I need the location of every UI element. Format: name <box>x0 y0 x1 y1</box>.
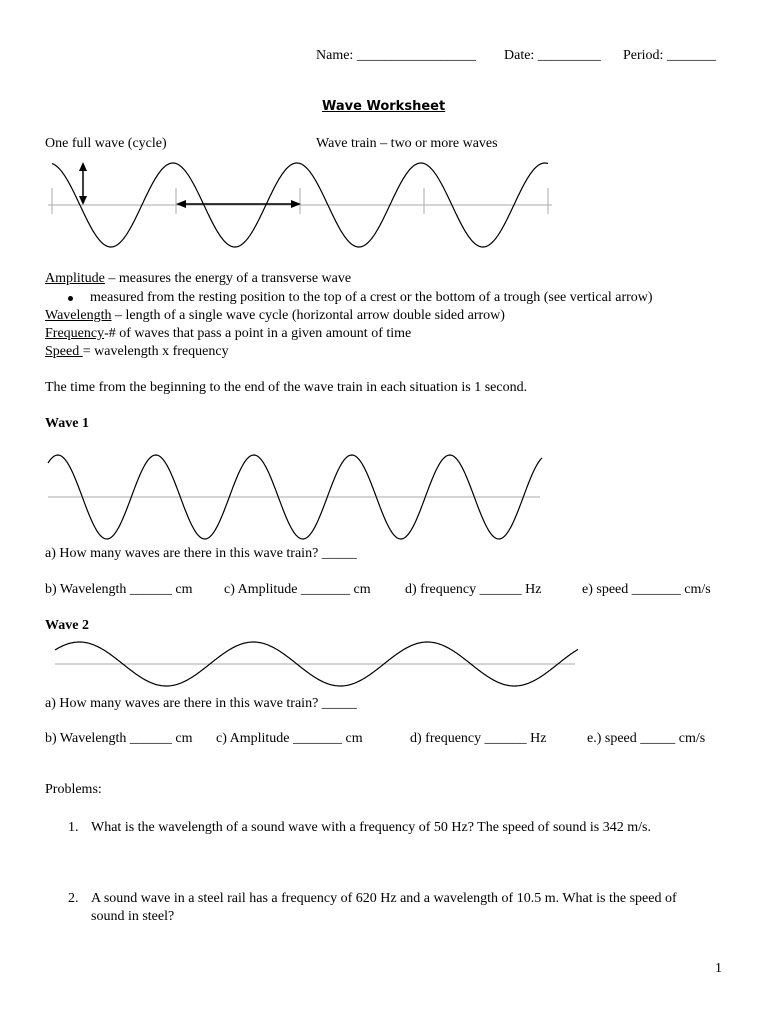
wavelength-arrow-head-left <box>176 200 186 208</box>
problem-2-text-line2: sound in steel? <box>91 909 175 924</box>
problem-1-number: 1. <box>68 820 79 835</box>
wave2-speed-blank: e.) speed _____ cm/s <box>587 731 706 746</box>
wave1-wavelength-blank: b) Wavelength ______ cm <box>45 582 193 597</box>
wave1-sine-wave <box>48 455 542 539</box>
date-field-label: Date: _________ <box>504 48 601 63</box>
wavelength-term: Wavelength <box>45 308 112 323</box>
wave1-amplitude-blank: c) Amplitude _______ cm <box>224 582 371 597</box>
wavelength-definition <box>45 308 505 324</box>
period-field-label: Period: _______ <box>623 48 716 63</box>
wave2-frequency-blank: d) frequency ______ Hz <box>410 731 547 746</box>
time-statement: The time from the beginning to the end of the wave train in each situation is 1 second. <box>45 380 528 395</box>
speed-term: Speed <box>45 344 83 359</box>
wave2-wavelength-blank: b) Wavelength ______ cm <box>45 731 193 746</box>
problem-2-number: 2. <box>68 891 79 906</box>
amplitude-definition <box>45 271 351 287</box>
wave1-question-a: a) How many waves are there in this wave train? _____ <box>45 546 357 561</box>
wave-train-label: Wave train – two or more waves <box>316 136 498 151</box>
wave2-question-a: a) How many waves are there in this wave train? _____ <box>45 696 357 711</box>
speed-text: = wavelength x frequency <box>82 344 229 359</box>
wavelength-text: – length of a single wave cycle (horizontal arrow double sided arrow) <box>111 308 505 323</box>
amplitude-bullet: measured from the resting position to the top of a crest or the bottom of a trough (see vertical arrow) <box>90 290 653 305</box>
amplitude-term: Amplitude <box>45 271 105 286</box>
wave2-amplitude-blank: c) Amplitude _______ cm <box>216 731 363 746</box>
wave2-sine-wave <box>55 642 578 686</box>
problem-2-text-line1: A sound wave in a steel rail has a frequency of 620 Hz and a wavelength of 10.5 m. What is the speed of <box>91 891 677 906</box>
speed-definition <box>45 344 229 360</box>
page-title: Wave Worksheet <box>322 99 446 114</box>
problems-heading: Problems: <box>45 782 102 797</box>
page-number: 1 <box>715 961 722 976</box>
frequency-definition <box>45 326 411 342</box>
wave2-heading: Wave 2 <box>45 618 89 633</box>
frequency-term: Frequency <box>45 326 105 341</box>
bullet-dot <box>68 296 73 301</box>
amplitude-text: – measures the energy of a transverse wave <box>104 271 352 286</box>
amplitude-arrow-head-bottom <box>79 196 87 205</box>
wave1-speed-blank: e) speed _______ cm/s <box>582 582 711 597</box>
wave1-heading: Wave 1 <box>45 416 89 431</box>
intro-sine-wave <box>52 163 548 247</box>
name-field-label: Name: _________________ <box>316 48 476 63</box>
frequency-text: -# of waves that pass a point in a given amount of time <box>104 326 412 341</box>
wave1-frequency-blank: d) frequency ______ Hz <box>405 582 542 597</box>
problem-1-text: What is the wavelength of a sound wave with a frequency of 50 Hz? The speed of sound is 342 m/s. <box>91 820 651 835</box>
one-full-wave-label: One full wave (cycle) <box>45 136 167 151</box>
amplitude-arrow-head-top <box>79 162 87 171</box>
wavelength-arrow-head-right <box>291 200 301 208</box>
